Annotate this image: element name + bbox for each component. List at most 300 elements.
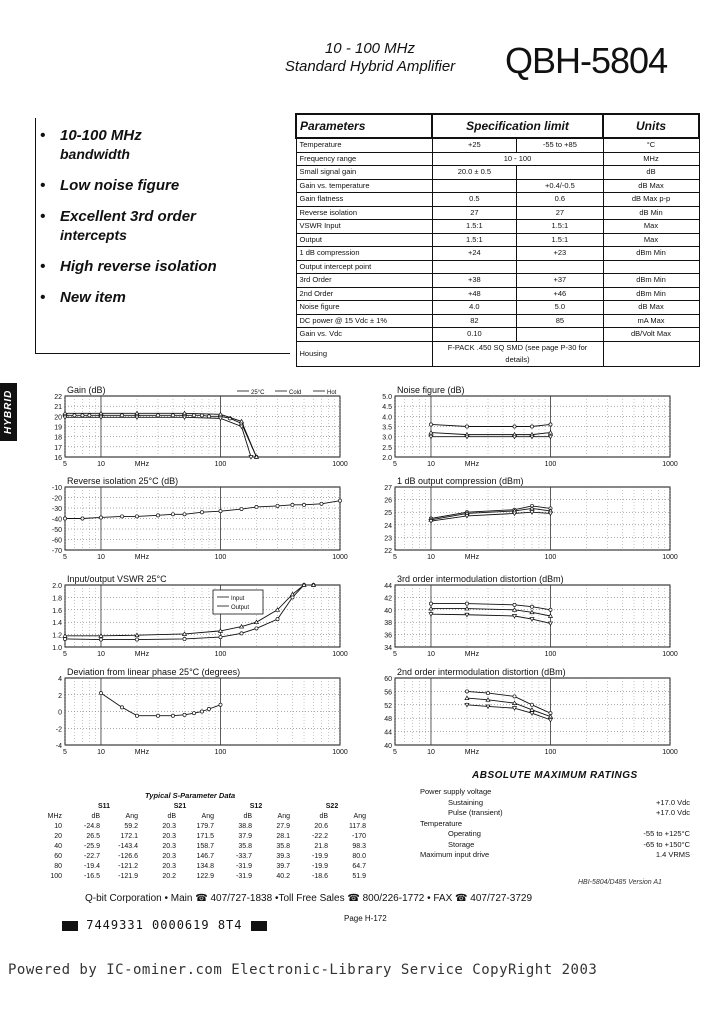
sparam-cell: 158.7 (196, 843, 214, 850)
spec-cell: °C (603, 138, 699, 152)
chart-point (530, 605, 533, 608)
chart-ytick: 4.5 (382, 404, 392, 412)
chart-ytick: 1.6 (52, 607, 62, 615)
chart-point (73, 414, 76, 417)
chart-point (338, 499, 341, 502)
sparam-cell: -19.9 (312, 863, 328, 870)
chart-title: Noise figure (dB) (397, 385, 465, 395)
chart-point (429, 423, 432, 426)
chart-ytick: 38 (384, 620, 392, 628)
chart-point (249, 456, 253, 460)
spec-cell: VSWR Input (296, 220, 432, 234)
sparam-sub-row (40, 812, 370, 822)
chart-frame (65, 396, 340, 457)
spec-cell: Max (603, 233, 699, 247)
feature-item: • High reverse isolation (40, 258, 217, 275)
chart-ytick: -60 (51, 537, 62, 545)
contact-footer: Q-bit Corporation • Main ☎ 407/727-1838 •Toll Free Sales ☎ 800/226-1772 • FAX ☎ 407/727-3729 (85, 893, 533, 904)
spec-cell: Small signal gain (296, 166, 432, 180)
model-number: QBH-5804 (505, 40, 668, 81)
chart-point (429, 607, 433, 611)
spec-cell: 4.0 (432, 301, 517, 315)
sparam-row (40, 832, 370, 842)
amr-list (420, 787, 690, 861)
chart-point (240, 632, 243, 635)
chart-point (81, 517, 84, 520)
amr-value: 1.4 VRMS (655, 850, 690, 859)
spec-cell: +25 (432, 138, 517, 152)
amr-value: +17.0 Vdc (656, 808, 690, 817)
chart-ytick: 0 (58, 709, 62, 717)
chart-ytick: -2 (55, 726, 62, 734)
chart-point (530, 708, 534, 712)
powered-by-banner: Powered by IC-ominer.com Electronic-Library Service CopyRight 2003 (8, 962, 598, 978)
sparam-sub: dB (243, 813, 252, 820)
chart-ytick: 22 (384, 548, 392, 555)
chart-xtick: 5 (63, 554, 67, 561)
chart-xtick: 100 (544, 461, 557, 468)
chart-ytick: 56 (384, 689, 392, 697)
barcode-line: 7449331 0000619 8T4 (62, 918, 267, 932)
amr-value (595, 819, 690, 830)
sparam-cell: 64.7 (352, 863, 366, 870)
chart-legend-label: 25°C (251, 390, 265, 396)
sparam-row (40, 822, 370, 832)
spec-cell: dBm Min (603, 274, 699, 288)
feature-item: • Excellent 3rd order intercepts (40, 208, 196, 243)
chart-xtick: 1000 (662, 651, 678, 658)
chart-point (465, 514, 469, 518)
feature-item: • New item (40, 289, 126, 306)
sparam-cell: 20.3 (162, 833, 176, 840)
chart-ytick: 48 (384, 716, 392, 724)
chart-xtick: 100 (544, 554, 557, 561)
sparam-cell: -18.6 (312, 873, 328, 880)
sparam-cell: -16.5 (84, 873, 100, 880)
chart-point (513, 608, 517, 612)
sparam-sub: Ang (125, 813, 138, 820)
spec-cell: dB Max p-p (603, 193, 699, 207)
chart-point (465, 703, 469, 707)
chart-point (135, 714, 138, 717)
amr-row (420, 819, 690, 830)
sparam-table (40, 802, 370, 882)
amr-title: ABSOLUTE MAXIMUM RATINGS (472, 770, 638, 781)
chart-point (63, 517, 66, 520)
chart-point (219, 510, 222, 513)
chart-ytick: -50 (51, 527, 62, 534)
chart-point (200, 710, 203, 713)
chart-point (183, 713, 186, 716)
chart-point (486, 691, 489, 694)
document-number: HBI-5804/D485 Version A1 (578, 879, 662, 886)
chart-legend-label: Cold (289, 390, 302, 396)
sparam-group: S21 (173, 803, 187, 810)
chart-ytick: -70 (51, 548, 62, 555)
spec-cell: 2nd Order (296, 287, 432, 301)
sparam-cell: 80 (54, 863, 62, 870)
sparam-cell: -22.2 (312, 833, 328, 840)
chart-ytick: 21 (54, 404, 62, 412)
chart-point (255, 505, 258, 508)
chart-ytick: 23 (384, 535, 392, 543)
sparam-row (40, 842, 370, 852)
spec-cell: 3rd Order (296, 274, 432, 288)
spec-cell: 1.5:1 (432, 220, 517, 234)
chart-point (465, 696, 469, 700)
spec-cell: 1.5:1 (517, 220, 603, 234)
chart-point (291, 596, 294, 599)
chart-series-line (65, 585, 313, 640)
header-subtitle-1: 10 - 100 MHz (324, 40, 416, 57)
chart-xtick: 1000 (332, 651, 348, 658)
chart-title: Deviation from linear phase 25°C (degrees) (67, 667, 241, 677)
chart-point (320, 502, 323, 505)
chart-xlabel: MHz (464, 651, 480, 658)
spec-cell: 1.5:1 (432, 233, 517, 247)
chart-ytick: 1.8 (52, 595, 62, 603)
sparam-cell: 20.3 (162, 823, 176, 830)
hybrid-side-tab: HYBRID (0, 383, 17, 441)
chart-ytick: 26 (384, 497, 392, 505)
chart-point (465, 425, 468, 428)
sparam-sub: Ang (353, 813, 366, 820)
sparam-cell: 40.2 (276, 873, 290, 880)
amr-label: Operating (448, 829, 481, 838)
chart-point (549, 423, 552, 426)
chart-point (548, 715, 552, 719)
spec-cell: +24 (432, 247, 517, 261)
chart-xtick: 5 (393, 651, 397, 658)
spec-cell: Frequency range (296, 152, 432, 166)
chart-xtick: 100 (214, 554, 227, 561)
sparam-cell: 172.1 (120, 833, 138, 840)
chart-ytick: -4 (55, 743, 62, 750)
chart-xtick: 100 (214, 749, 227, 756)
amr-row (420, 829, 690, 840)
chart-point (63, 411, 67, 415)
chart-xtick: 5 (63, 651, 67, 658)
chart-frame (65, 487, 340, 550)
spec-cell: +38 (432, 274, 517, 288)
chart-point (207, 415, 210, 418)
spec-cell: dBm Min (603, 287, 699, 301)
chart-point (530, 618, 534, 622)
sparam-cell: 100 (50, 873, 62, 880)
chart-title: Reverse isolation 25°C (dB) (67, 476, 179, 486)
chart-title: 1 dB output compression (dBm) (397, 476, 524, 486)
spec-cell: dBm Min (603, 247, 699, 261)
chart-point (99, 634, 103, 638)
chart-ytick: 22 (54, 394, 62, 401)
chart-point (156, 414, 159, 417)
spec-cell: -55 to +85 (517, 138, 603, 152)
sparam-cell: 60 (54, 853, 62, 860)
chart-ytick: 3.5 (382, 424, 392, 432)
chart-legend-label: Output (231, 605, 250, 611)
spec-cell: F-PACK .450 SQ SMD (see page P-30 for details) (432, 341, 603, 366)
sparam-row (40, 862, 370, 872)
sparam-cell: -31.9 (236, 873, 252, 880)
chart-xlabel: MHz (464, 461, 480, 468)
chart-title: Gain (dB) (67, 385, 106, 395)
chart-point (99, 411, 103, 415)
chart-point (429, 602, 432, 605)
feature-item: • 10-100 MHz bandwidth (40, 127, 142, 162)
chart-point (276, 618, 279, 621)
chart-point (207, 707, 210, 710)
chart-point (192, 414, 195, 417)
chart-point (530, 435, 534, 439)
spec-cell: Output intercept point (296, 260, 432, 274)
chart-ytick: 40 (384, 607, 392, 615)
chart-point (183, 632, 187, 636)
chart-point (88, 414, 91, 417)
chart-ytick: 2.5 (382, 444, 392, 452)
chart-xlabel: MHz (134, 461, 150, 468)
spec-cell: 1 dB compression (296, 247, 432, 261)
spec-cell: DC power @ 15 Vdc ± 1% (296, 314, 432, 328)
chart-point (135, 515, 138, 518)
sparam-cell: 98.3 (352, 843, 366, 850)
chart-ytick: 1.2 (52, 632, 62, 640)
sparam-cell: 35.8 (276, 843, 290, 850)
sparam-cell: -126.6 (118, 853, 138, 860)
spec-cell: mA Max (603, 314, 699, 328)
chart-point (99, 691, 102, 694)
sparam-cell: 179.7 (196, 823, 214, 830)
chart-point (255, 627, 258, 630)
sparam-cell: 39.3 (276, 853, 290, 860)
chart-xtick: 1000 (332, 554, 348, 561)
spec-cell: Reverse isolation (296, 206, 432, 220)
chart-ytick: 1.4 (52, 620, 62, 628)
chart-title: Input/output VSWR 25°C (67, 574, 167, 584)
amr-label: Sustaining (448, 797, 484, 807)
spec-cell: MHz (603, 152, 699, 166)
sparam-cell: -121.2 (118, 863, 138, 870)
chart-xtick: 100 (214, 651, 227, 658)
amr-label: Temperature (420, 818, 463, 828)
sparam-cell: 26.5 (86, 833, 100, 840)
chart-xtick: 10 (427, 749, 435, 756)
chart-title: 3rd order intermodulation distortion (dBm) (397, 574, 564, 584)
chart-xtick: 10 (97, 749, 105, 756)
sparam-sub: dB (167, 813, 176, 820)
chart-ytick: 4.0 (382, 414, 392, 422)
sparam-cell: 171.5 (196, 833, 214, 840)
chart-ytick: 18 (54, 434, 62, 442)
chart-point (254, 620, 258, 624)
chart-ytick: 24 (384, 522, 392, 530)
chart-ytick: 17 (54, 444, 62, 452)
sparam-cell: 38.8 (238, 823, 252, 830)
spec-header-parameters: Parameters (296, 114, 432, 138)
chart-ytick: 20 (54, 414, 62, 422)
spec-cell: 10 - 100 (432, 152, 603, 166)
sparam-cell: 20.3 (162, 853, 176, 860)
spec-cell: Noise figure (296, 301, 432, 315)
chart-point (120, 515, 123, 518)
chart-xtick: 10 (427, 554, 435, 561)
chart-point (240, 425, 244, 429)
chart-point (218, 417, 222, 421)
chart-ytick: 25 (384, 510, 392, 518)
chart-point (465, 435, 469, 439)
spec-cell: Temperature (296, 138, 432, 152)
chart-point (530, 712, 534, 716)
sparam-cell: -25.9 (84, 843, 100, 850)
sparam-row (40, 852, 370, 862)
chart-point (548, 614, 552, 618)
spec-cell: 0.10 (432, 328, 517, 342)
spec-cell: 20.0 ± 0.5 (432, 166, 517, 180)
chart-point (530, 703, 533, 706)
sparam-cell: 20.6 (314, 823, 328, 830)
chart-xtick: 10 (427, 651, 435, 658)
chart-xtick: 10 (427, 461, 435, 468)
chart-point (120, 706, 123, 709)
chart-point (63, 416, 67, 420)
chart-point (465, 607, 469, 611)
spec-cell: +46 (517, 287, 603, 301)
sparam-cell: 80.0 (352, 853, 366, 860)
spec-cell: +0.4/-0.5 (517, 179, 603, 193)
chart-ytick: 2.0 (52, 583, 62, 590)
chart-point (465, 602, 468, 605)
spec-cell: Max (603, 220, 699, 234)
chart-point (513, 695, 516, 698)
chart-xtick: 5 (63, 461, 67, 468)
sparam-cell: 117.8 (349, 823, 366, 830)
sparam-cell: -170 (351, 833, 366, 840)
chart-point (429, 431, 433, 435)
sparam-cell: -33.7 (236, 853, 252, 860)
sparam-cell: -31.9 (236, 863, 252, 870)
chart-xtick: 1000 (662, 749, 678, 756)
chart-point (218, 412, 222, 416)
chart-point (200, 511, 203, 514)
amr-value: -65 to +150°C (643, 839, 690, 849)
chart-ytick: -40 (51, 516, 62, 524)
spec-cell: dB Max (603, 179, 699, 193)
chart-point (530, 610, 534, 614)
chart-xtick: 100 (544, 651, 557, 658)
chart-point (183, 637, 186, 640)
chart-point (530, 425, 533, 428)
sparam-sub: dB (319, 813, 328, 820)
feature-item: • Low noise figure (40, 177, 180, 194)
chart-point (548, 718, 552, 722)
chart-point (513, 701, 517, 705)
chart-point (99, 516, 102, 519)
sparam-sub: Ang (201, 813, 214, 820)
sparam-cell: 21.8 (314, 843, 328, 850)
spec-cell: 0.5 (432, 193, 517, 207)
chart-xtick: 1000 (332, 461, 348, 468)
chart-ytick: 2 (58, 692, 62, 700)
chart-ytick: 16 (54, 455, 62, 462)
chart-point (513, 435, 517, 439)
sparam-cell: 20.3 (162, 863, 176, 870)
chart-ytick: 44 (384, 729, 392, 737)
chart-point (135, 638, 138, 641)
chart-legend-label: Input (231, 596, 245, 602)
sparam-cell: -22.7 (84, 853, 100, 860)
chart-point (302, 583, 306, 587)
chart-point (171, 714, 174, 717)
spec-cell: 85 (517, 314, 603, 328)
header-subtitle-2: Standard Hybrid Amplifier (284, 58, 456, 75)
spec-cell: Gain flatness (296, 193, 432, 207)
chart-point (486, 698, 490, 702)
chart-ytick: 52 (384, 702, 392, 710)
spec-cell: +23 (517, 247, 603, 261)
amr-row (420, 840, 690, 851)
sparam-cell: 59.2 (124, 823, 138, 830)
sparam-cell: 27.9 (276, 823, 290, 830)
chart-point (218, 629, 222, 633)
sparam-row (40, 872, 370, 882)
chart-ytick: 4 (58, 676, 62, 683)
chart-point (219, 635, 222, 638)
sparam-cell: 134.8 (196, 863, 214, 870)
sparam-cell: 37.9 (238, 833, 252, 840)
sparam-cell: 20.2 (162, 873, 176, 880)
chart-point (240, 419, 244, 423)
chart-point (429, 435, 433, 439)
sparam-group: S11 (97, 803, 111, 810)
chart-point (513, 707, 517, 711)
chart-ytick: -10 (51, 485, 62, 492)
amr-label: Maximum input drive (420, 850, 490, 859)
sparam-cell: 40 (54, 843, 62, 850)
chart-point (548, 435, 552, 439)
amr-row (420, 850, 690, 861)
chart-ytick: 60 (384, 676, 392, 683)
chart-xlabel: MHz (464, 554, 480, 561)
chart-ytick: 1.0 (52, 645, 62, 652)
chart-point (81, 414, 84, 417)
chart-ytick: 36 (384, 632, 392, 640)
chart-ytick: 44 (384, 583, 392, 590)
chart-xlabel: MHz (464, 749, 480, 756)
chart-point (513, 603, 516, 606)
chart-ytick: 42 (384, 595, 392, 603)
chart-point (513, 512, 517, 516)
sparam-sub: Ang (277, 813, 290, 820)
chart-point (171, 414, 174, 417)
sparam-cell: -143.4 (118, 843, 138, 850)
chart-point (183, 416, 187, 420)
chart-xtick: 5 (393, 554, 397, 561)
chart-point (548, 431, 552, 435)
sparam-sub: MHz (47, 813, 62, 820)
chart-point (171, 513, 174, 516)
chart-point (276, 504, 279, 507)
chart-point (120, 414, 123, 417)
chart-xtick: 1000 (662, 554, 678, 561)
spec-cell: 82 (432, 314, 517, 328)
barcode-block-icon (251, 921, 267, 931)
chart-ytick: 3.0 (382, 434, 392, 442)
chart-point (302, 503, 305, 506)
chart-point (135, 416, 139, 420)
spec-cell: Gain vs. temperature (296, 179, 432, 193)
chart-point (513, 425, 516, 428)
chart-title: 2nd order intermodulation distortion (dBm) (397, 667, 566, 677)
chart-series-line (65, 413, 256, 457)
